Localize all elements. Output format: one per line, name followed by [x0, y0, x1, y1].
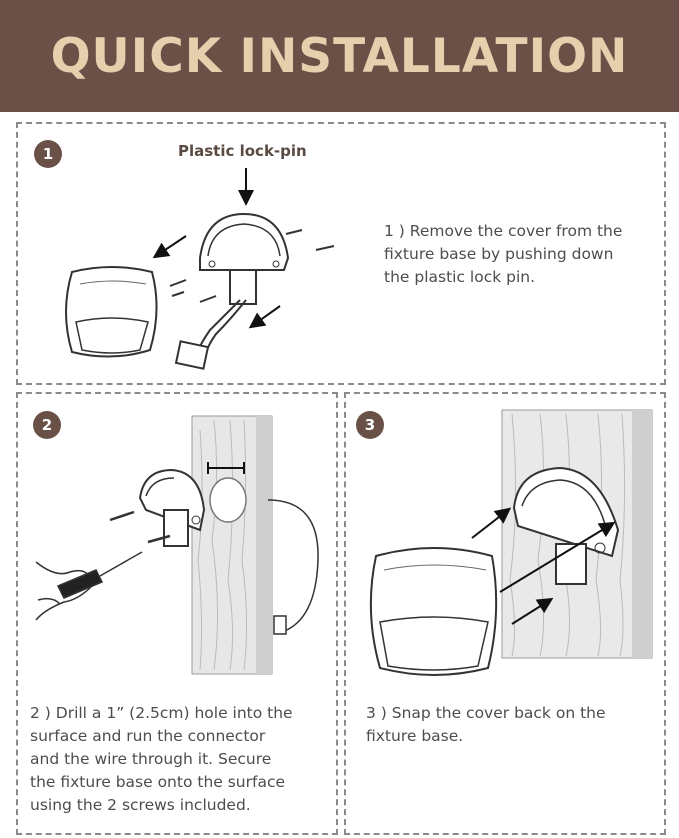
cover-drawing	[371, 548, 496, 675]
step-1-badge: 1	[34, 140, 62, 168]
step-1-line: 1 ) Remove the cover from the	[384, 222, 623, 240]
step-3-badge: 3	[356, 411, 384, 439]
lock-pin-label: Plastic lock-pin	[178, 142, 307, 160]
step-3-line: 3 ) Snap the cover back on the	[366, 704, 606, 722]
step-2-line: the fixture base onto the surface	[30, 773, 286, 791]
step-2-line: surface and run the connector	[30, 727, 266, 745]
step-2-line: using the 2 screws included.	[30, 796, 251, 814]
step-2-line: and the wire through it. Secure	[30, 750, 272, 768]
step-2-line: 2 ) Drill a 1” (2.5cm) hole into the	[30, 704, 293, 722]
step-2-badge: 2	[33, 411, 61, 439]
step-3-line: fixture base.	[366, 727, 464, 745]
page-title: QUICK INSTALLATION	[50, 28, 629, 84]
step-1-line: fixture base by pushing down	[384, 245, 614, 263]
step-1-line: the plastic lock pin.	[384, 268, 536, 286]
